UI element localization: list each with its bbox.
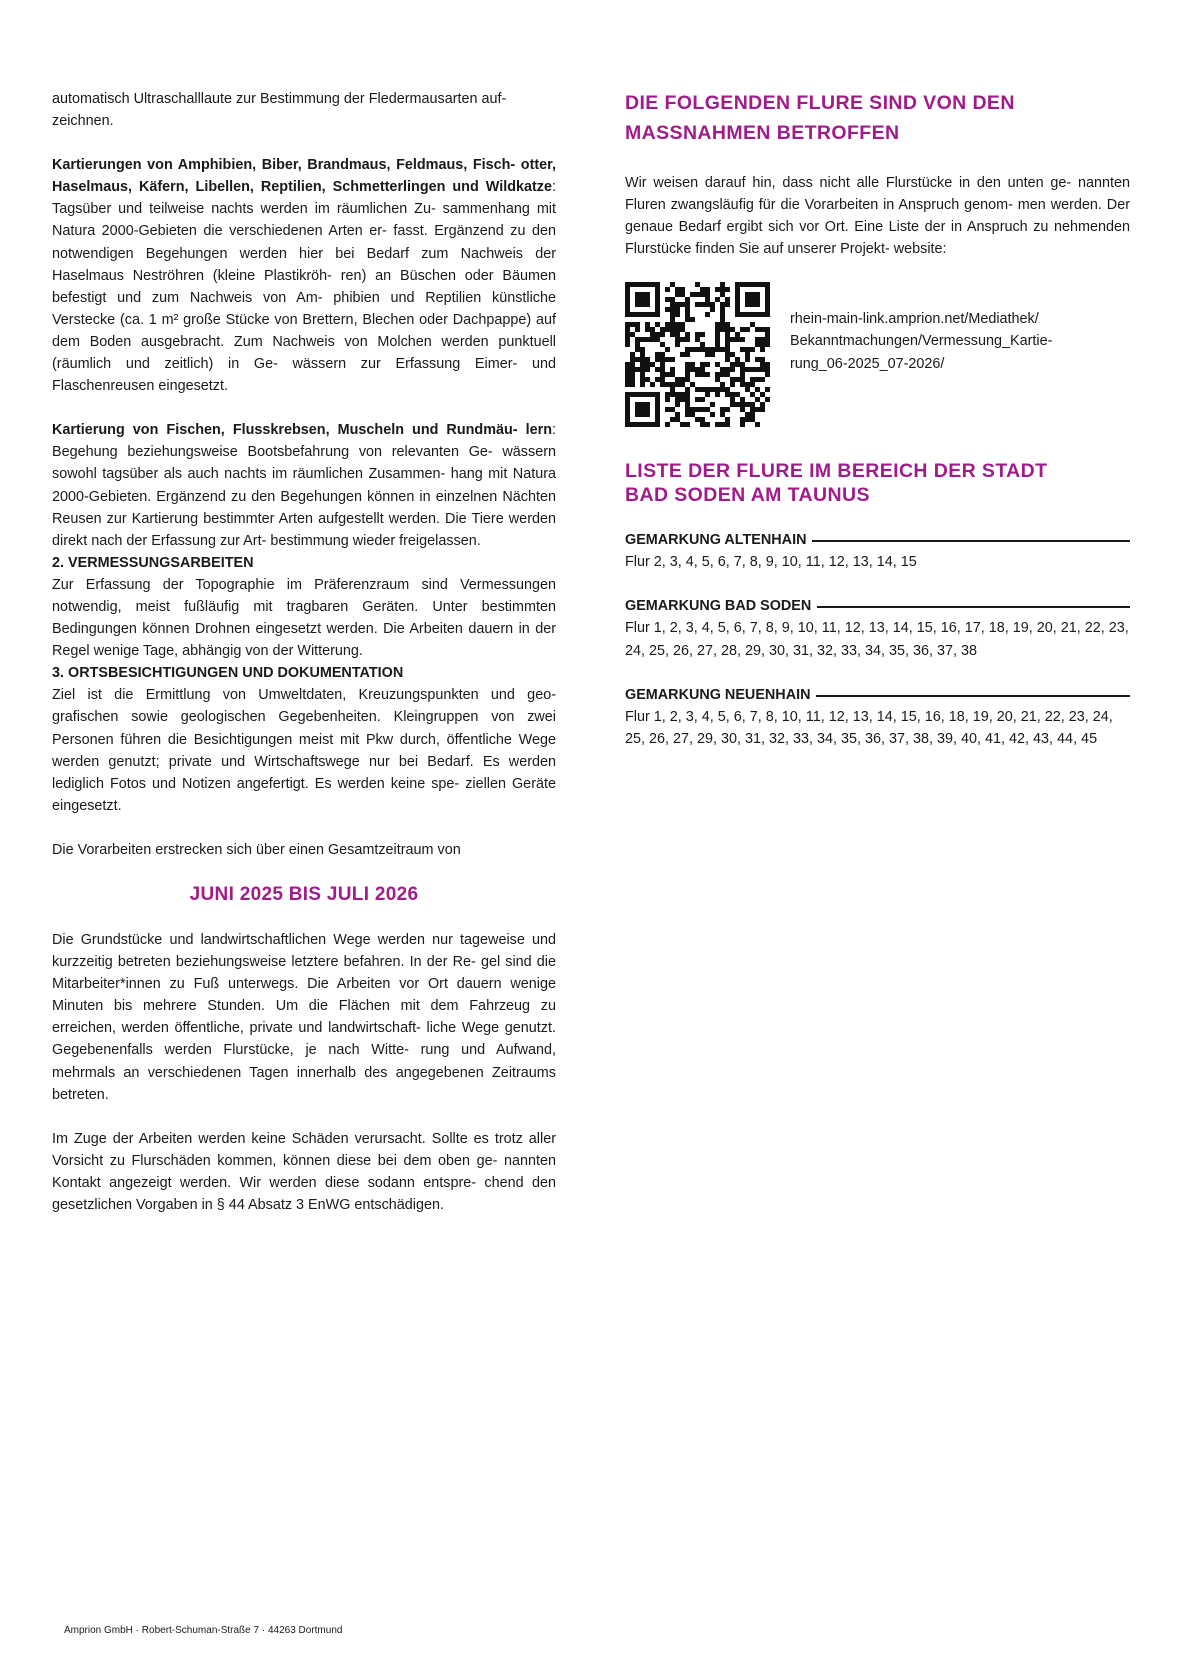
qr-section bbox=[625, 282, 1130, 427]
section-2-title: 2. VERMESSUNGSARBEITEN bbox=[52, 554, 254, 571]
left-column bbox=[52, 88, 556, 1216]
amphibien-text: : Tagsüber und teilweise nachts werden im räumlichen Zu- sammenhang mit Natura 2000-Gebieten die verschiedenen Arten er- fasst. Ergänzend zu den notwendigen Begehungen werden hier bei Bedarf zum Nachweis der Haselmaus Neströhren (kleine Plastikröh- ren) an Büschen oder Bäumen befestigt und zum Nachweis von Am- phibien und Reptilien künstliche Verstecke (ca. 1 m² große Stücke von Brettern, Blechen oder Dachpappe) auf dem Boden ausgebracht. Zum Nachweis von Molchen werden punktuell (räumlich und zeitlich) in Ge- wässern zur Erfassung Eimer- und Flaschenreusen eingesetzt. bbox=[52, 179, 556, 395]
link-line-2: Bekanntmachungen/Vermessung_Kartie- bbox=[790, 333, 1053, 350]
project-website-link[interactable] bbox=[790, 308, 1052, 374]
affected-heading-line-2: MASSNAHMEN BETROFFEN bbox=[625, 122, 900, 144]
gemarkung-neuenhain bbox=[625, 684, 1130, 750]
divider bbox=[812, 540, 1130, 542]
schaeden-paragraph: Im Zuge der Arbeiten werden keine Schäden verursacht. Sollte es trotz aller Vorsicht zu Flurschäden kommen, können diese bei dem oben ge- nannten Kontakt angezeigt werden. Wir werden diese sodann entspre- chend den gesetzlichen Vorgaben in § 44 Absatz 3 EnWG entschädigen. bbox=[52, 1130, 556, 1214]
gemarkung-list bbox=[625, 529, 1130, 749]
fische-title: Kartierung von Fischen, Flusskrebsen, Muscheln und Rundmäu- lern bbox=[52, 422, 552, 439]
right-column bbox=[625, 88, 1130, 750]
divider bbox=[817, 606, 1130, 608]
gemarkung-name: GEMARKUNG NEUENHAIN bbox=[625, 686, 811, 703]
qr-code-icon[interactable] bbox=[625, 282, 770, 427]
link-line-3: rung_06-2025_07-2026/ bbox=[790, 355, 945, 372]
list-heading-line-2: BAD SODEN AM TAUNUS bbox=[625, 484, 870, 507]
flur-list: Flur 1, 2, 3, 4, 5, 6, 7, 8, 10, 11, 12, 13, 14, 15, 16, 18, 19, 20, 21, 22, 23, 24, 25, 26, 27, 29, 30, 31, 32, 33, 34, 35, 36, 37, 38, 39, 40, 41, 42, 43, 44, 45 bbox=[625, 708, 1113, 747]
intro-line-1: automatisch Ultraschalllaute zur Bestimmung der Fledermausarten auf- bbox=[52, 91, 507, 107]
gemarkung-name: GEMARKUNG ALTENHAIN bbox=[625, 532, 807, 549]
link-line-1: rhein-main-link.amprion.net/Mediathek/ bbox=[790, 311, 1039, 328]
intro-line-2: zeichnen. bbox=[52, 113, 114, 130]
notice-paragraph: Wir weisen darauf hin, dass nicht alle Flurstücke in den unten ge- nannten Fluren zwangsläufig für die Vorarbeiten in Anspruch genom- men werden. Der genaue Bedarf ergibt sich vor Ort. Eine Liste der in Anspruch zu nehmenden Flurstücke finden Sie auf unserer Projekt- website: bbox=[625, 175, 1130, 258]
section-3-title: 3. ORTSBESICHTIGUNGEN UND DOKUMENTATION bbox=[52, 665, 404, 682]
amphibien-title: Kartierungen von Amphibien, Biber, Brandmaus, Feldmaus, Fisch- otter, Haselmaus, Käfern, Libellen, Reptilien, Schmetterlingen und Wildkatze bbox=[52, 157, 556, 196]
grundstuecke-paragraph: Die Grundstücke und landwirtschaftlichen Wege werden nur tageweise und kurzzeitig betreten beziehungsweise letztere befahren. In der Re- gel sind die Mitarbeiter*innen zu Fuß unterwegs. Die Arbeiten vor Ort dauern wenige Minuten bis mehrere Stunden. Um die Flächen mit dem Fahrzeug zu erreichen, werden öffentliche, private und landwirtschaft- liche Wege genutzt. Gegebenenfalls werden Flurstücke, je nach Witte- rung und Aufwand, mehrmals an verschiedenen Tagen innerhalb des angegebenen Zeitraums betreten. bbox=[52, 932, 556, 1103]
section-2-text: Zur Erfassung der Topographie im Präferenzraum sind Vermessungen notwendig, meist fußläufig mit tragbaren Geräten. Unter bestimmten Bedingungen können Drohnen eingesetzt werden. Die Arbeiten dauern in der Regel wenige Tage, abhängig von der Witterung. bbox=[52, 576, 556, 660]
period-highlight: JUNI 2025 BIS JULI 2026 bbox=[189, 884, 419, 905]
section-3-text: Ziel ist die Ermittlung von Umweltdaten, Kreuzungspunkten und geo- grafischen sowie geologischen Gegebenheiten. Kleingruppen von zwei Personen führen die Besichtigungen meist mit Pkw durch, öffentliche Wege werden genutzt; private und Wirtschaftswege nur bei Bedarf. Es werden lediglich Fotos und Notizen angefertigt. Es werden keine spe- ziellen Geräte eingesetzt. bbox=[52, 687, 556, 814]
fische-paragraph bbox=[52, 419, 556, 552]
gemarkung-altenhain bbox=[625, 529, 1130, 573]
affected-heading-line-1: DIE FOLGENDEN FLURE SIND VON DEN bbox=[625, 92, 1015, 114]
amphibien-paragraph bbox=[52, 154, 556, 397]
divider bbox=[816, 695, 1130, 697]
fische-text: : Begehung beziehungsweise Bootsbefahrung von relevanten Ge- wässern sowohl tagsüber als auch nachts im räumlichen Zusammen- hang mit Natura 2000-Gebieten. Ergänzend zu den Begehungen können in einzelnen Nächten Reusen zur Kartierung bestimmter Arten aufgestellt werden. Die Tiere werden direkt nach der Erfassung zur Art- bestimmung wieder freigelassen. bbox=[52, 422, 556, 549]
list-heading-line-1: LISTE DER FLURE IM BEREICH DER STADT bbox=[625, 460, 1048, 483]
gemarkung-bad-soden bbox=[625, 595, 1130, 661]
footer-address: Amprion GmbH · Robert-Schuman-Straße 7 · 44263 Dortmund bbox=[64, 1625, 343, 1636]
flur-list: Flur 1, 2, 3, 4, 5, 6, 7, 8, 9, 10, 11, 12, 13, 14, 15, 16, 17, 18, 19, 20, 21, 22, 23, 24, 25, 26, 27, 28, 29, 30, 31, 32, 33, 34, 35, 36, 37, 38 bbox=[625, 620, 1129, 659]
period-intro: Die Vorarbeiten erstrecken sich über einen Gesamtzeitraum von bbox=[52, 841, 461, 858]
flur-list: Flur 2, 3, 4, 5, 6, 7, 8, 9, 10, 11, 12, 13, 14, 15 bbox=[625, 554, 917, 571]
gemarkung-name: GEMARKUNG BAD SODEN bbox=[625, 598, 812, 615]
